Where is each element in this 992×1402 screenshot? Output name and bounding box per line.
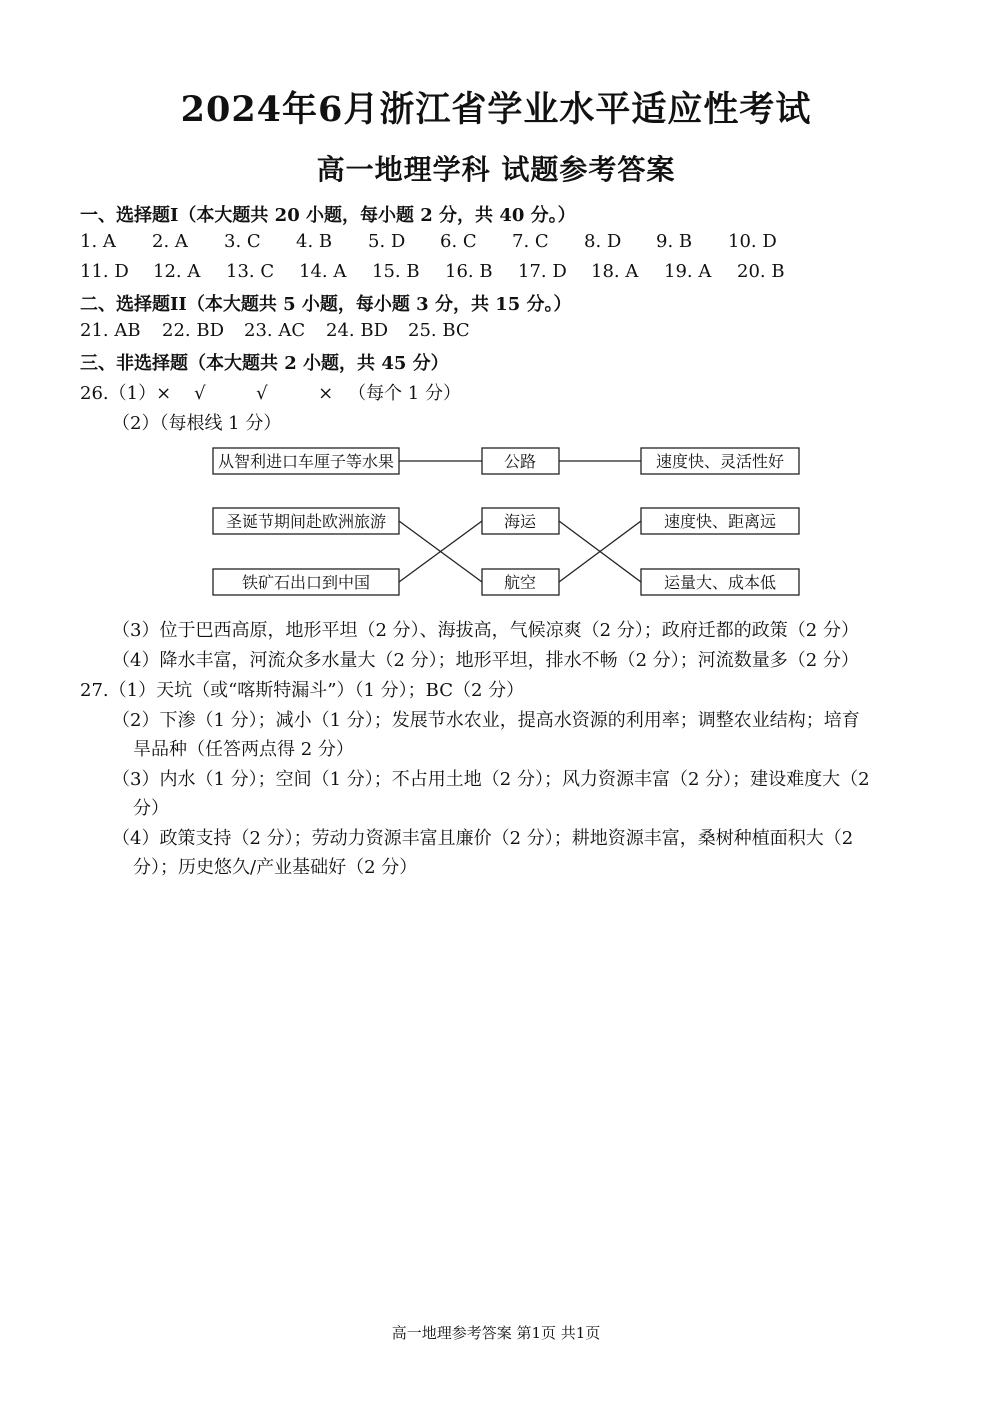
answer-item: 12. A bbox=[153, 261, 201, 282]
section3-heading: 三、非选择题（本大题共 2 小题，共 45 分） bbox=[80, 353, 449, 374]
answer-item: 10. D bbox=[728, 231, 777, 252]
answer-item: 22. BD bbox=[162, 320, 225, 341]
q26-part1-note: （每个 1 分） bbox=[348, 383, 461, 404]
middle-box-label: 海运 bbox=[503, 512, 537, 531]
answer-item: 11. D bbox=[80, 261, 129, 282]
judgement-mark: √ bbox=[256, 383, 268, 404]
page-title: 2024年6月浙江省学业水平适应性考试 bbox=[180, 89, 812, 130]
answer-item: 16. B bbox=[445, 261, 493, 282]
right-box-label: 速度快、距离远 bbox=[663, 512, 777, 531]
judgement-mark: × bbox=[156, 383, 172, 404]
answer-item: 24. BD bbox=[326, 320, 389, 341]
q26-part4: （4）降水丰富，河流众多水量大（2 分）；地形平坦，排水不畅（2 分）；河流数量多（2 分） bbox=[112, 650, 859, 671]
right-box-label: 运量大、成本低 bbox=[663, 573, 777, 592]
answer-item: 9. B bbox=[656, 231, 693, 252]
answer-item: 5. D bbox=[368, 231, 406, 252]
matching-diagram bbox=[0, 0, 992, 620]
answer-item: 21. AB bbox=[80, 320, 141, 341]
left-box-label: 从智利进口车厘子等水果 bbox=[217, 452, 395, 471]
answer-item: 2. A bbox=[152, 231, 188, 252]
answer-item: 15. B bbox=[372, 261, 420, 282]
answer-item: 6. C bbox=[440, 231, 477, 252]
judgement-mark: √ bbox=[194, 383, 206, 404]
section1-heading: 一、选择题I（本大题共 20 小题，每小题 2 分，共 40 分。） bbox=[80, 205, 576, 226]
right-box-label: 速度快、灵活性好 bbox=[655, 452, 785, 471]
answer-item: 14. A bbox=[299, 261, 347, 282]
answer-item: 20. B bbox=[737, 261, 785, 282]
q27-part2: （2）下渗（1 分）；减小（1 分）；发展节水农业，提高水资源的利用率；调整农业结构；培育 bbox=[112, 710, 860, 731]
answer-item: 7. C bbox=[512, 231, 549, 252]
answer-item: 19. A bbox=[664, 261, 712, 282]
q27-part4-cont: 分）；历史悠久/产业基础好（2 分） bbox=[133, 857, 418, 878]
q26-part2: （2）（每根线 1 分） bbox=[112, 413, 282, 434]
answer-item: 1. A bbox=[80, 231, 116, 252]
middle-box-label: 公路 bbox=[503, 452, 537, 471]
q26-part3: （3）位于巴西高原，地形平坦（2 分）、海拔高，气候凉爽（2 分）；政府迁都的政策（2 分） bbox=[112, 620, 859, 641]
answer-item: 25. BC bbox=[408, 320, 470, 341]
left-box-label: 铁矿石出口到中国 bbox=[241, 573, 371, 592]
answer-item: 18. A bbox=[591, 261, 639, 282]
left-box-label: 圣诞节期间赴欧洲旅游 bbox=[225, 512, 387, 531]
page-footer: 高一地理参考答案 第1页 共1页 bbox=[391, 1324, 601, 1342]
q26-part1-prefix: 26.（1） bbox=[80, 383, 157, 404]
answer-item: 23. AC bbox=[244, 320, 306, 341]
answer-item: 3. C bbox=[224, 231, 261, 252]
section2-heading: 二、选择题II（本大题共 5 小题，每小题 3 分，共 15 分。） bbox=[80, 294, 572, 315]
answer-item: 13. C bbox=[226, 261, 275, 282]
answer-item: 8. D bbox=[584, 231, 622, 252]
page-subtitle: 高一地理学科 试题参考答案 bbox=[316, 153, 676, 186]
middle-box-label: 航空 bbox=[503, 573, 537, 592]
q27-part1: 27.（1）天坑（或“喀斯特漏斗”）（1 分）；BC（2 分） bbox=[80, 680, 525, 701]
judgement-mark: × bbox=[318, 383, 334, 404]
q27-part2-cont: 旱品种（任答两点得 2 分） bbox=[133, 739, 354, 760]
answer-item: 4. B bbox=[296, 231, 333, 252]
q27-part3: （3）内水（1 分）；空间（1 分）；不占用土地（2 分）；风力资源丰富（2 分）；建设难度大（2 bbox=[112, 769, 870, 790]
q27-part3-cont: 分） bbox=[133, 798, 169, 819]
answer-item: 17. D bbox=[518, 261, 567, 282]
q27-part4: （4）政策支持（2 分）；劳动力资源丰富且廉价（2 分）；耕地资源丰富，桑树种植面积大（2 bbox=[112, 828, 854, 849]
